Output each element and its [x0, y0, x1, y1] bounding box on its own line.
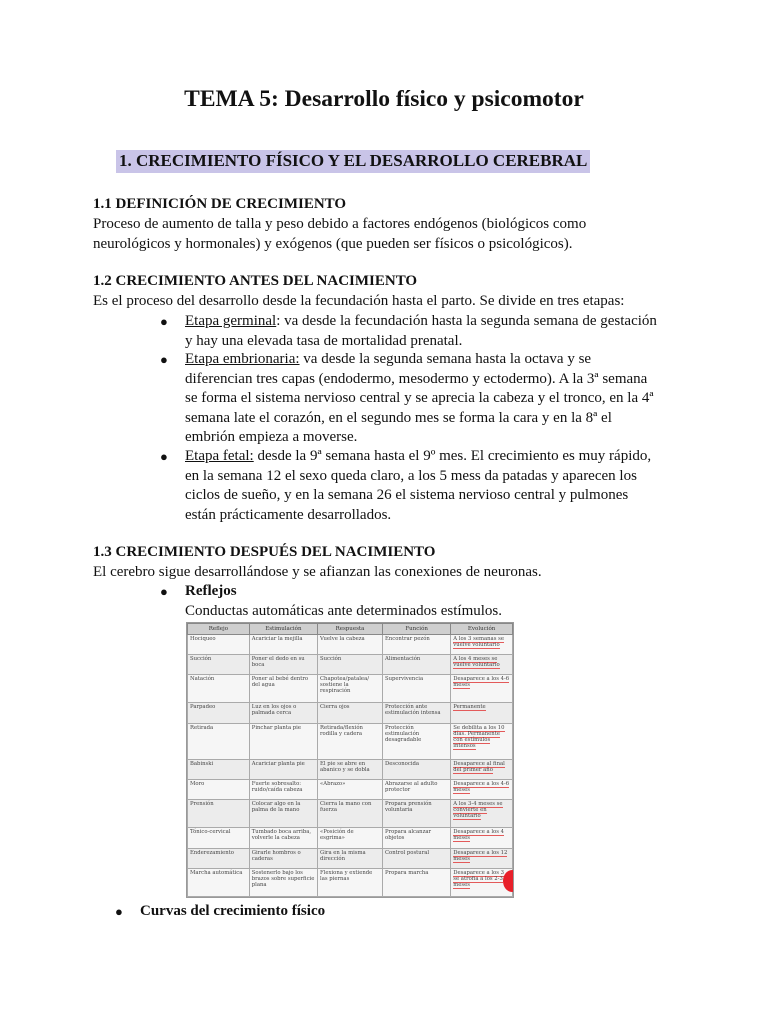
bullet-text: se forma el sistema nervioso central y se aprecia la cabeza y el tronco, en la 4ª — [185, 390, 654, 406]
table-cell: Sostenerlo bajo los brazos sobre superficie plana — [249, 868, 317, 896]
table-cell: Protección ante estimulación intensa — [383, 703, 451, 723]
red-circle-icon — [503, 870, 514, 892]
table-cell — [451, 848, 513, 868]
paragraph-line: Proceso de aumento de talla y peso debido a factores endógenos (biológicos como — [93, 216, 587, 232]
column-header: Evolución — [451, 624, 513, 635]
page-title: TEMA 5: Desarrollo físico y psicomotor — [184, 86, 584, 112]
column-header: Respuesta — [318, 624, 383, 635]
bullet-icon: ● — [160, 352, 168, 367]
paragraph-line: Es el proceso del desarrollo desde la fecundación hasta el parto. Se divide en tres etapas: — [93, 293, 625, 309]
table-cell: Moro — [188, 780, 250, 800]
table-cell — [451, 703, 513, 723]
table-cell: Poner el dedo en su boca — [249, 655, 317, 675]
evolution-text: Permanente — [453, 704, 486, 711]
table-row — [188, 800, 513, 828]
table-cell: Enderezamiento — [188, 848, 250, 868]
reflex-table — [187, 623, 513, 897]
bullet-icon: ● — [160, 584, 168, 599]
table-cell: Acariciar planta pie — [249, 759, 317, 779]
table-cell: Encontrar pezón — [383, 635, 451, 655]
table-header-row — [188, 624, 513, 635]
table-cell: El pie se abre en abanico y se dobla — [318, 759, 383, 779]
table-row — [188, 703, 513, 723]
paragraph-line: El cerebro sigue desarrollándose y se afianzan las conexiones de neuronas. — [93, 564, 542, 580]
table-cell: Colocar algo en la palma de la mano — [249, 800, 317, 828]
bullet-icon: ● — [160, 314, 168, 329]
table-cell: Marcha automática — [188, 868, 250, 896]
evolution-text: Desaparece a los 4 meses — [453, 829, 505, 842]
table-row — [188, 723, 513, 759]
bullet-text: : va desde la fecundación hasta la segunda semana de gestación — [276, 313, 657, 329]
bullet-text: desde la 9ª semana hasta el 9º mes. El crecimiento es muy rápido, — [253, 448, 652, 464]
bullet-text: embrión empieza a moverse. — [185, 429, 358, 445]
term: Etapa embrionaria: — [185, 351, 300, 367]
table-cell — [451, 635, 513, 655]
table-cell: Tumbado boca arriba, volverle la cabeza — [249, 828, 317, 848]
table-cell: «Posición de esgrima» — [318, 828, 383, 848]
table-cell: Propara prensión voluntaria — [383, 800, 451, 828]
section-heading-1: 1. CRECIMIENTO FÍSICO Y EL DESARROLLO CEREBRAL — [116, 150, 590, 173]
evolution-text: Desaparece al final del primer año — [453, 760, 505, 773]
reflex-table-image — [186, 622, 514, 898]
table-cell: Luz en los ojos o palmada cerca — [249, 703, 317, 723]
table-cell: Succión — [188, 655, 250, 675]
paragraph-line: neurológicos y hormonales) y exógenos (que pueden ser físicos o psicológicos). — [93, 236, 573, 252]
table-cell: Pinchar planta pie — [249, 723, 317, 759]
table-cell: Propara alcanzar objetos — [383, 828, 451, 848]
table-cell: Hociqueo — [188, 635, 250, 655]
table-cell — [451, 675, 513, 703]
table-row — [188, 780, 513, 800]
table-cell: Protección estimulación desagradable — [383, 723, 451, 759]
bullet-text: ciclos de sueño, y en la semana 26 el sistema nervioso central y pulmones — [185, 487, 629, 503]
column-header: Reflejo — [188, 624, 250, 635]
evolution-text: Desaparece a los 4-6 meses — [453, 676, 510, 689]
term: Etapa germinal — [185, 313, 277, 329]
table-cell: Supervivencia — [383, 675, 451, 703]
bullet-text: están prácticamente desarrollados. — [185, 506, 392, 523]
table-cell: Babinski — [188, 759, 250, 779]
table-cell: «Abrazo» — [318, 780, 383, 800]
bullet-text: en la semana 12 el sexo queda claro, a los 5 mess da patadas y aparecen los — [185, 467, 637, 484]
table-cell: Vuelve la cabeza — [318, 635, 383, 655]
term: Etapa fetal: — [185, 448, 254, 464]
table-cell — [451, 800, 513, 828]
table-cell: Succión — [318, 655, 383, 675]
table-cell: Tónico-cervical — [188, 828, 250, 848]
bullet-text: semana late el corazón, en el segundo mes se forma la cara y en la 8ª el — [185, 409, 612, 426]
table-cell: Fuerte sobresalto: ruido/caída cabeza — [249, 780, 317, 800]
table-cell: Desconocida — [383, 759, 451, 779]
bullet-text: va desde la segunda semana hasta la octava y se — [299, 351, 592, 367]
table-cell: Prensión — [188, 800, 250, 828]
evolution-text: Desaparece a los 12 meses — [453, 849, 508, 862]
column-header: Función — [383, 624, 451, 635]
table-cell: Flexiona y extiende las piernas — [318, 868, 383, 896]
bullet-text: Conductas automáticas ante determinados estímulos. — [185, 602, 503, 619]
table-cell: Parpadeo — [188, 703, 250, 723]
table-row — [188, 848, 513, 868]
table-cell: Cierra ojos — [318, 703, 383, 723]
table-cell: Chapotea/patalea/ sostiene la respiración — [318, 675, 383, 703]
bullet-text: diferencian tres capas (endodermo, mesodermo y ectodermo). A la 3ª semana — [185, 370, 648, 387]
table-cell: Control postural — [383, 848, 451, 868]
subsection-heading-1-3: 1.3 CRECIMIENTO DESPUÉS DEL NACIMIENTO — [93, 544, 436, 560]
table-cell: Retirada — [188, 723, 250, 759]
table-row — [188, 655, 513, 675]
evolution-text: A los 3-4 meses se convierte en voluntario — [453, 801, 503, 820]
table-cell: Girarle hombros o caderas — [249, 848, 317, 868]
table-cell — [451, 723, 513, 759]
table-cell: Retirada/flexión rodilla y cadera — [318, 723, 383, 759]
table-row — [188, 759, 513, 779]
table-cell: Acariciar la mejilla — [249, 635, 317, 655]
table-cell: Natación — [188, 675, 250, 703]
bullet-text: y hay una elevada tasa de mortalidad prenatal. — [185, 332, 463, 349]
table-cell: Alimentación — [383, 655, 451, 675]
table-row — [188, 868, 513, 896]
table-cell — [451, 780, 513, 800]
table-cell: Poner al bebé dentro del agua — [249, 675, 317, 703]
table-row — [188, 675, 513, 703]
bullet-icon: ● — [160, 449, 168, 464]
evolution-text: Desaparece a los 3 se atrofia a los 2-3 meses — [453, 869, 505, 888]
bullet-title: Curvas del crecimiento físico — [140, 903, 326, 919]
subsection-heading-1-2: 1.2 CRECIMIENTO ANTES DEL NACIMIENTO — [93, 273, 418, 289]
column-header: Estimulación — [249, 624, 317, 635]
bullet-title: Reflejos — [185, 583, 237, 599]
table-cell: Propara marcha — [383, 868, 451, 896]
table-cell: Gira en la misma dirección — [318, 848, 383, 868]
table-cell: Abrazarse al adulto protector — [383, 780, 451, 800]
table-row — [188, 828, 513, 848]
subsection-heading-1-1: 1.1 DEFINICIÓN DE CRECIMIENTO — [93, 196, 347, 212]
evolution-text: Desaparece a los 4-6 meses — [453, 781, 510, 794]
evolution-text: A los 4 meses se vuelve voluntario — [453, 656, 500, 669]
table-cell — [451, 828, 513, 848]
table-cell: Cierra la mano con fuerza — [318, 800, 383, 828]
table-row — [188, 635, 513, 655]
evolution-text: Se debilita a los 10 días. Permanente con estímulos intensos — [453, 724, 505, 749]
bullet-icon: ● — [115, 904, 123, 919]
table-cell — [451, 759, 513, 779]
evolution-text: A los 3 semanas se vuelve voluntario — [453, 636, 504, 648]
table-cell — [451, 655, 513, 675]
